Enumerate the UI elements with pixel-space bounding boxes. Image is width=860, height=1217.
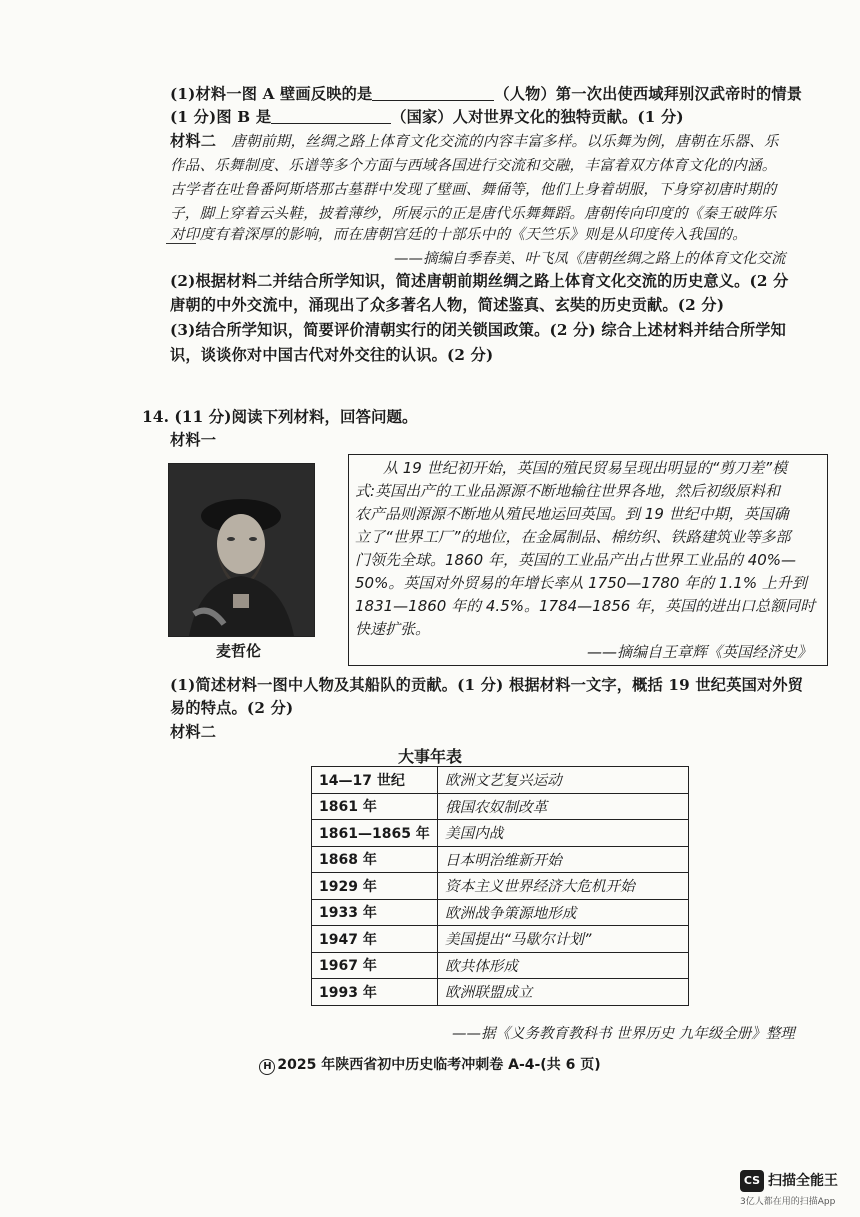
box-line: 门领先全球。1860 年，英国的工业品产出占世界工业品的 40%— (355, 551, 797, 569)
table-row (312, 793, 689, 820)
magellan-portrait (168, 463, 315, 637)
box-line: 50%。英国对外贸易的年增长率从 1750—1780 年的 1.1% 上升到 (355, 574, 807, 592)
event-year: 1947 年 (312, 926, 438, 953)
q14-part1-line2: 易的特点。(2 分) (170, 699, 294, 717)
chronology-table (311, 766, 689, 1006)
box-line: 1831—1860 年的 4.5%。1784—1856 年，英国的进出口总额同时 (355, 597, 816, 615)
q13-part3-line2: 识，谈谈你对中国古代对外交往的认识。(2 分) (170, 346, 494, 364)
material2-line4: 子，脚上穿着云头鞋，披着薄纱，所展示的正是唐代乐舞舞蹈。唐朝传向印度的《秦王破阵乐 (170, 205, 777, 222)
box-line: 式:英国出产的工业品源源不断地输往世界各地，然后初级原料和 (355, 482, 781, 500)
q13-part3-line1: (3)结合所学知识，简要评价清朝实行的闭关锁国政策。(2 分) 综合上述材料并结合所学知 (170, 321, 787, 339)
event-name: 资本主义世界经济大危机开始 (438, 873, 689, 900)
material2-line3: 古学者在吐鲁番阿斯塔那古墓群中发现了壁画、舞俑等，他们上身着胡服，下身穿初唐时期的 (170, 181, 777, 198)
q13-part1-line2: (1 分)图 B 是 （国家）人对世界文化的独特贡献。(1 分) (170, 108, 684, 126)
table-row (312, 820, 689, 847)
event-name: 俄国农奴制改革 (438, 793, 689, 820)
box-line: 从 19 世纪初开始，英国的殖民贸易呈现出明显的“剪刀差”模 (383, 459, 788, 477)
camscanner-logo-icon: CS (740, 1170, 764, 1192)
event-year: 1861 年 (312, 793, 438, 820)
table-row (312, 952, 689, 979)
q14-part1-line1: (1)简述材料一图中人物及其船队的贡献。(1 分) 根据材料一文字，概括 19 世纪英国对外贸 (170, 676, 804, 694)
material2-line5: 对印度有着深厚的影响，而在唐朝宫廷的十部乐中的《天竺乐》则是从印度传入我国的。 (170, 226, 747, 243)
answer-blank-country[interactable] (271, 107, 391, 124)
q13-part1-line1: (1)材料一图 A 壁画反映的是 （人物）第一次出使西域拜别汉武帝时的情景 (170, 85, 803, 103)
table-row (312, 899, 689, 926)
q14-heading: 14. (11 分)阅读下列材料，回答问题。 (142, 407, 418, 426)
event-year: 1933 年 (312, 899, 438, 926)
page-footer: H 2025 年陕西省初中历史临考冲刺卷 A-4-(共 6 页) (0, 1054, 860, 1075)
table-row (312, 846, 689, 873)
portrait-caption: 麦哲伦 (216, 642, 262, 660)
event-year: 1929 年 (312, 873, 438, 900)
material2-source: ——摘编自季春美、叶飞凤《唐朝丝绸之路上的体育文化交流 (394, 251, 786, 267)
event-name: 美国提出“马歇尔计划” (438, 926, 689, 953)
box-line: 立了“世界工厂”的地位，在金属制品、棉纺织、铁路建筑业等多部 (355, 528, 791, 546)
material2-line1: 材料二 唐朝前期，丝绸之路上体育文化交流的内容丰富多样。以乐舞为例，唐朝在乐器、乐 (170, 132, 779, 150)
event-year: 1868 年 (312, 846, 438, 873)
q14-material1-label: 材料一 (170, 431, 217, 449)
event-name: 欧共体形成 (438, 952, 689, 979)
scanner-app-name: 扫描全能王 (768, 1173, 838, 1189)
chronology-table-title: 大事年表 (397, 747, 462, 766)
box-line: 农产品则源源不断地从殖民地运回英国。到 19 世纪中期，英国确 (355, 505, 789, 523)
box-source: ——摘编自王章辉《英国经济史》 (587, 643, 813, 661)
event-name: 日本明治维新开始 (438, 846, 689, 873)
q13-part2-line1: (2)根据材料二并结合所学知识，简述唐朝前期丝绸之路上体育文化交流的历史意义。(2 分 (170, 272, 789, 290)
event-year: 14—17 世纪 (312, 767, 438, 794)
table-row (312, 873, 689, 900)
q13-part2-line2: 唐朝的中外交流中，涌现出了众多著名人物，简述鉴真、玄奘的历史贡献。(2 分) (170, 296, 725, 314)
event-year: 1861—1865 年 (312, 820, 438, 847)
box-line: 快速扩张。 (355, 620, 431, 638)
event-name: 欧洲战争策源地形成 (438, 899, 689, 926)
table-row (312, 926, 689, 953)
event-name: 欧洲文艺复兴运动 (438, 767, 689, 794)
event-name: 欧洲联盟成立 (438, 979, 689, 1006)
table-source: ——据《义务教育教科书 世界历史 九年级全册》整理 (452, 1026, 795, 1042)
answer-blank-person[interactable] (372, 84, 494, 101)
q14-material2-label: 材料二 (170, 723, 217, 741)
circled-h-icon: H (259, 1059, 275, 1075)
event-name: 美国内战 (438, 820, 689, 847)
table-row (312, 979, 689, 1006)
scanner-tagline: 3亿人都在用的扫描App (740, 1197, 836, 1207)
handwritten-dash (166, 243, 196, 244)
material2-line2: 作品、乐舞制度、乐谱等多个方面与西域各国进行交流和交融，丰富着双方体育文化的内涵。 (170, 157, 777, 174)
event-year: 1993 年 (312, 979, 438, 1006)
table-row (312, 767, 689, 794)
event-year: 1967 年 (312, 952, 438, 979)
material1-text-box (348, 454, 828, 666)
